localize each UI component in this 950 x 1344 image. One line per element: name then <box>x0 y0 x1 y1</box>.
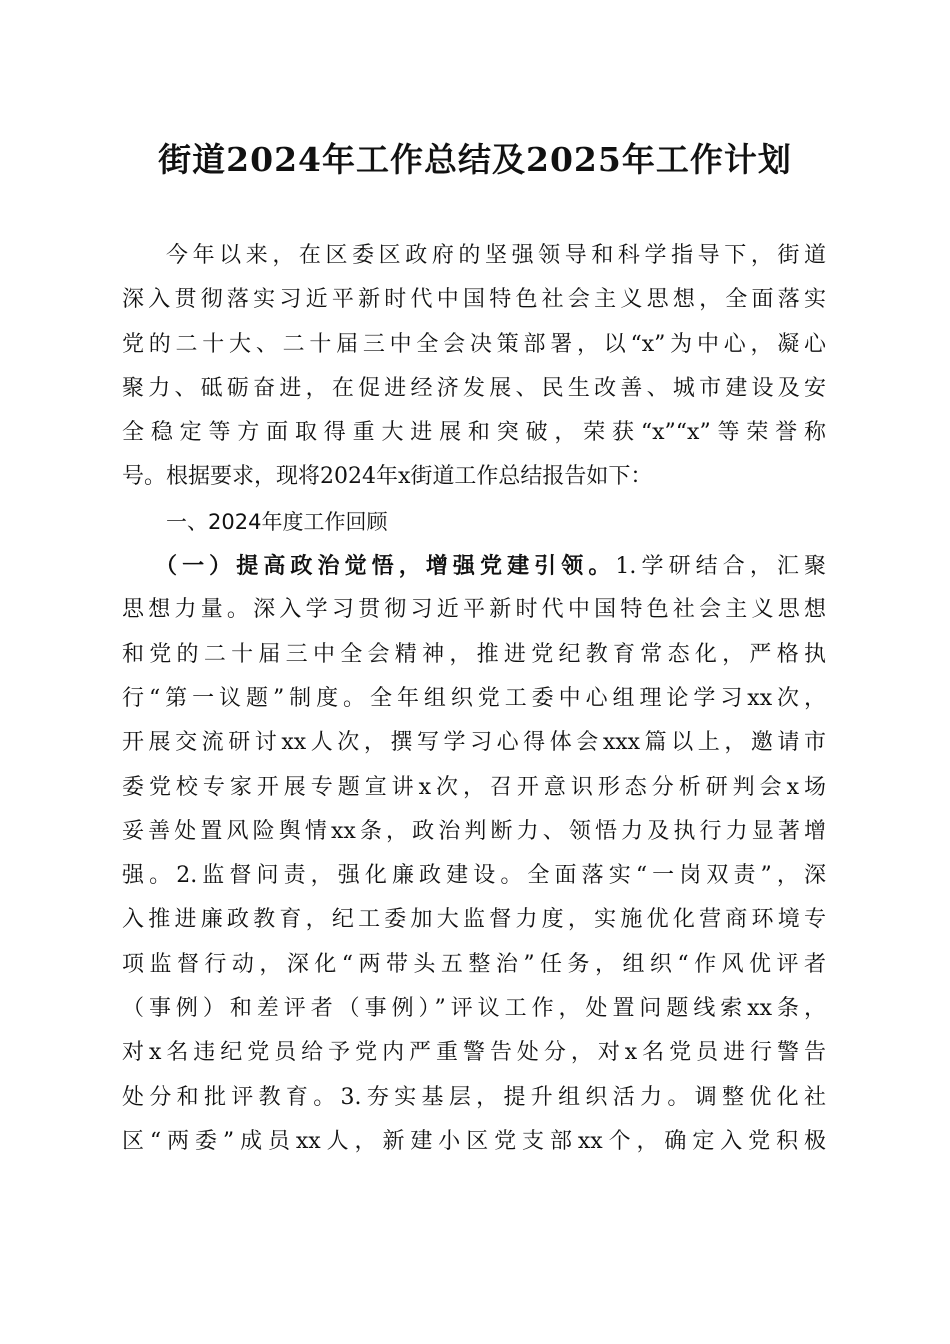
section-heading: 一、2024年度工作回顾 <box>166 509 388 534</box>
subsection-line-11: 对x名违纪党员给予党内严重警告处分，对x名党员进行警告 <box>122 1040 826 1066</box>
subsection-line-1: 思想力量。深入学习贯彻习近平新时代中国特色社会主义思想 <box>122 597 826 623</box>
subsection-line-6: 妥善处置风险舆情xx条，政治判断力、领悟力及执行力显著增 <box>122 818 826 844</box>
subsection-first-line-rest: 1.学研结合，汇聚 <box>615 554 826 580</box>
intro-line-1: 今年以来，在区委区政府的坚强领导和科学指导下，街道 <box>166 243 826 268</box>
subsection-line-9: 项监督行动，深化“两带头五整治”任务，组织“作风优评者 <box>122 951 826 977</box>
subsection-lead: （一）提高政治觉悟，增强党建引领。 <box>155 553 616 580</box>
intro-line-3: 党的二十大、二十届三中全会决策部署，以“x”为中心，凝心 <box>122 331 826 357</box>
intro-line-2: 深入贯彻落实习近平新时代中国特色社会主义思想，全面落实 <box>122 287 826 313</box>
document-title: 街道2024年工作总结及2025年工作计划 <box>158 140 792 179</box>
subsection-line-13: 区“两委”成员xx人，新建小区党支部xx个，确定入党积极 <box>122 1128 826 1154</box>
subsection-line-10: （事例）和差评者（事例）”评议工作，处置问题线索xx条， <box>122 996 826 1022</box>
subsection-line-3: 行“第一议题”制度。全年组织党工委中心组理论学习xx次， <box>122 685 826 711</box>
subsection-line-5: 委党校专家开展专题宣讲x次，召开意识形态分析研判会x场 <box>122 774 826 800</box>
subsection-line-7: 强。2.监督问责，强化廉政建设。全面落实“一岗双责”，深 <box>122 863 826 889</box>
intro-line-5: 全稳定等方面取得重大进展和突破，荣获“x”“x”等荣誉称 <box>122 420 826 446</box>
intro-line-4: 聚力、砥砺奋进，在促进经济发展、民生改善、城市建设及安 <box>122 375 826 401</box>
document-body <box>122 234 826 1164</box>
subsection-line-8: 入推进廉政教育，纪工委加大监督力度，实施优化营商环境专 <box>122 907 826 933</box>
intro-line-6: 号。根据要求，现将2024年x街道工作总结报告如下： <box>122 464 653 490</box>
subsection-line-2: 和党的二十届三中全会精神，推进党纪教育常态化，严格执 <box>122 641 826 667</box>
subsection-first-line <box>122 544 826 588</box>
subsection-line-12: 处分和批评教育。3.夯实基层，提升组织活力。调整优化社 <box>122 1084 826 1110</box>
subsection-line-4: 开展交流研讨xx人次，撰写学习心得体会xxx篇以上，邀请市 <box>122 730 826 756</box>
